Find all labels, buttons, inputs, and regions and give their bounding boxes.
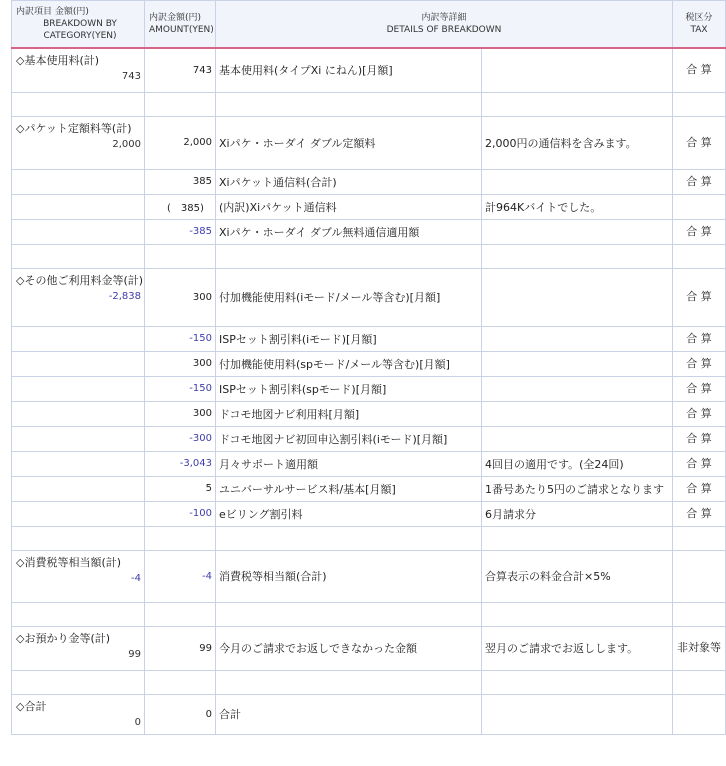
amount-cell: 99	[145, 626, 216, 670]
detail-cell: 消費税等相当額(合計)	[216, 550, 482, 602]
spacer-cell	[12, 92, 145, 116]
table-header-row	[12, 1, 726, 49]
detail-cell: (内訳)Xiパケット通信料	[216, 194, 482, 219]
category-cell-empty	[12, 169, 145, 194]
category-total: 99	[128, 648, 141, 660]
table-row	[12, 351, 726, 376]
category-cell-empty	[12, 451, 145, 476]
tax-cell: 合 算	[673, 401, 726, 426]
note-cell: 2,000円の通信料を含みます。	[482, 116, 673, 169]
note-cell: 合算表示の料金合計×5%	[482, 550, 673, 602]
note-cell: 翌月のご請求でお返しします。	[482, 626, 673, 670]
spacer-cell	[12, 526, 145, 550]
note-cell: 計964Kバイトでした。	[482, 194, 673, 219]
category-cell-empty	[12, 476, 145, 501]
note-cell	[482, 376, 673, 401]
detail-cell: Xiパケット通信料(合計)	[216, 169, 482, 194]
category-cell	[12, 268, 145, 326]
spacer-cell	[673, 670, 726, 694]
tax-cell: 合 算	[673, 376, 726, 401]
spacer-cell	[216, 602, 482, 626]
spacer-cell	[482, 244, 673, 268]
header-tax-jp: 税区分	[685, 13, 713, 23]
detail-cell: 付加機能使用料(iモード/メール等含む)[月額]	[216, 268, 482, 326]
tax-cell: 合 算	[673, 501, 726, 526]
amount-cell: -150	[145, 376, 216, 401]
tax-cell: 合 算	[673, 351, 726, 376]
detail-cell: ISPセット割引料(spモード)[月額]	[216, 376, 482, 401]
category-cell	[12, 48, 145, 92]
category-cell-empty	[12, 401, 145, 426]
note-cell	[482, 268, 673, 326]
category-label: ◇消費税等相当額(計)	[16, 555, 122, 569]
tax-cell: 合 算	[673, 48, 726, 92]
note-cell	[482, 48, 673, 92]
category-total: 2,000	[112, 138, 141, 150]
note-cell	[482, 426, 673, 451]
amount-cell: 5	[145, 476, 216, 501]
category-cell-empty	[12, 326, 145, 351]
header-amount-en: AMOUNT(YEN)	[149, 25, 214, 35]
spacer-cell	[673, 602, 726, 626]
spacer-cell	[482, 526, 673, 550]
category-total: 0	[134, 716, 141, 728]
header-category-en-2: CATEGORY(YEN)	[43, 31, 117, 41]
billing-breakdown-table	[11, 0, 726, 735]
category-total: -2,838	[108, 290, 141, 302]
header-details	[216, 1, 673, 49]
note-cell: 1番号あたり5円のご請求となります	[482, 476, 673, 501]
spacer-cell	[216, 92, 482, 116]
spacer-row	[12, 602, 726, 626]
amount-cell: 2,000	[145, 116, 216, 169]
tax-cell: 合 算	[673, 219, 726, 244]
detail-cell: ドコモ地図ナビ初回申込割引料(iモード)[月額]	[216, 426, 482, 451]
table-row	[12, 169, 726, 194]
note-cell	[482, 169, 673, 194]
amount-cell: -385	[145, 219, 216, 244]
table-row	[12, 194, 726, 219]
category-cell	[12, 550, 145, 602]
amount-cell: 300	[145, 351, 216, 376]
category-total: 743	[121, 71, 141, 82]
amount-cell: ( 385)	[145, 194, 216, 219]
detail-cell: 月々サポート適用額	[216, 451, 482, 476]
detail-cell: 基本使用料(タイプXi にねん)[月額]	[216, 48, 482, 92]
spacer-row	[12, 670, 726, 694]
table-row	[12, 219, 726, 244]
detail-cell: Xiパケ・ホーダイ ダブル定額料	[216, 116, 482, 169]
tax-cell: 合 算	[673, 451, 726, 476]
tax-cell: 合 算	[673, 169, 726, 194]
spacer-row	[12, 526, 726, 550]
spacer-cell	[12, 602, 145, 626]
section-row	[12, 268, 726, 326]
spacer-cell	[12, 670, 145, 694]
category-cell	[12, 694, 145, 734]
spacer-cell	[145, 526, 216, 550]
category-label: ◇お預かり金等(計)	[16, 631, 111, 645]
table-row	[12, 451, 726, 476]
spacer-cell	[673, 92, 726, 116]
table-row	[12, 501, 726, 526]
header-category-jp: 内訳項目 金額(円)	[16, 7, 89, 17]
spacer-cell	[482, 670, 673, 694]
detail-cell: ISPセット割引料(iモード)[月額]	[216, 326, 482, 351]
section-row	[12, 550, 726, 602]
detail-cell: ドコモ地図ナビ利用料[月額]	[216, 401, 482, 426]
spacer-cell	[145, 244, 216, 268]
tax-cell: 合 算	[673, 326, 726, 351]
amount-cell: -3,043	[145, 451, 216, 476]
tax-cell: 合 算	[673, 476, 726, 501]
amount-cell: 385	[145, 169, 216, 194]
spacer-row	[12, 92, 726, 116]
category-label: ◇基本使用料(計)	[16, 54, 100, 67]
table-row	[12, 426, 726, 451]
amount-cell: 300	[145, 401, 216, 426]
detail-cell: ユニバーサルサービス料/基本[月額]	[216, 476, 482, 501]
category-cell	[12, 116, 145, 169]
table-row	[12, 326, 726, 351]
detail-cell: 今月のご請求でお返しできなかった金額	[216, 626, 482, 670]
spacer-cell	[482, 602, 673, 626]
amount-cell: -150	[145, 326, 216, 351]
spacer-row	[12, 244, 726, 268]
category-label: ◇合計	[16, 699, 47, 713]
table-row	[12, 401, 726, 426]
header-amount	[145, 1, 216, 49]
section-row	[12, 626, 726, 670]
category-label: ◇その他ご利用料金等(計)	[16, 273, 144, 287]
detail-cell: 合計	[216, 694, 482, 734]
amount-cell: -100	[145, 501, 216, 526]
header-category-en-1: BREAKDOWN BY	[43, 19, 117, 29]
table-row	[12, 376, 726, 401]
amount-cell: 0	[145, 694, 216, 734]
note-cell	[482, 694, 673, 734]
tax-cell: 合 算	[673, 268, 726, 326]
note-cell	[482, 326, 673, 351]
detail-cell: Xiパケ・ホーダイ ダブル無料通信適用額	[216, 219, 482, 244]
spacer-cell	[12, 244, 145, 268]
spacer-cell	[216, 244, 482, 268]
header-tax	[673, 1, 726, 49]
tax-cell: 非対象等	[673, 626, 726, 670]
category-total: -4	[131, 572, 141, 584]
detail-cell: 付加機能使用料(spモード/メール等含む)[月額]	[216, 351, 482, 376]
spacer-cell	[145, 602, 216, 626]
category-cell-empty	[12, 426, 145, 451]
tax-cell	[673, 194, 726, 219]
tax-cell	[673, 694, 726, 734]
amount-cell: -4	[145, 550, 216, 602]
spacer-cell	[673, 244, 726, 268]
amount-cell: 743	[145, 48, 216, 92]
spacer-cell	[482, 92, 673, 116]
note-cell: 4回目の適用です。(全24回)	[482, 451, 673, 476]
spacer-cell	[216, 670, 482, 694]
table-body	[12, 48, 726, 734]
section-row	[12, 48, 726, 92]
section-row	[12, 694, 726, 734]
header-details-en: DETAILS OF BREAKDOWN	[386, 25, 502, 35]
tax-cell: 合 算	[673, 116, 726, 169]
amount-cell: 300	[145, 268, 216, 326]
tax-cell: 合 算	[673, 426, 726, 451]
note-cell	[482, 219, 673, 244]
header-category	[12, 1, 145, 49]
category-cell-empty	[12, 194, 145, 219]
note-cell: 6月請求分	[482, 501, 673, 526]
header-amount-jp: 内訳金額(円)	[149, 13, 202, 23]
spacer-cell	[673, 526, 726, 550]
header-details-jp: 内訳等詳細	[421, 13, 467, 23]
table-row	[12, 476, 726, 501]
note-cell	[482, 401, 673, 426]
category-cell-empty	[12, 501, 145, 526]
tax-cell	[673, 550, 726, 602]
category-cell-empty	[12, 219, 145, 244]
header-tax-en: TAX	[690, 25, 708, 35]
category-label: ◇パケット定額料等(計)	[16, 121, 132, 135]
spacer-cell	[145, 670, 216, 694]
section-row	[12, 116, 726, 169]
note-cell	[482, 351, 673, 376]
category-cell-empty	[12, 351, 145, 376]
category-cell	[12, 626, 145, 670]
amount-cell: -300	[145, 426, 216, 451]
spacer-cell	[216, 526, 482, 550]
spacer-cell	[145, 92, 216, 116]
detail-cell: eビリング割引料	[216, 501, 482, 526]
category-cell-empty	[12, 376, 145, 401]
